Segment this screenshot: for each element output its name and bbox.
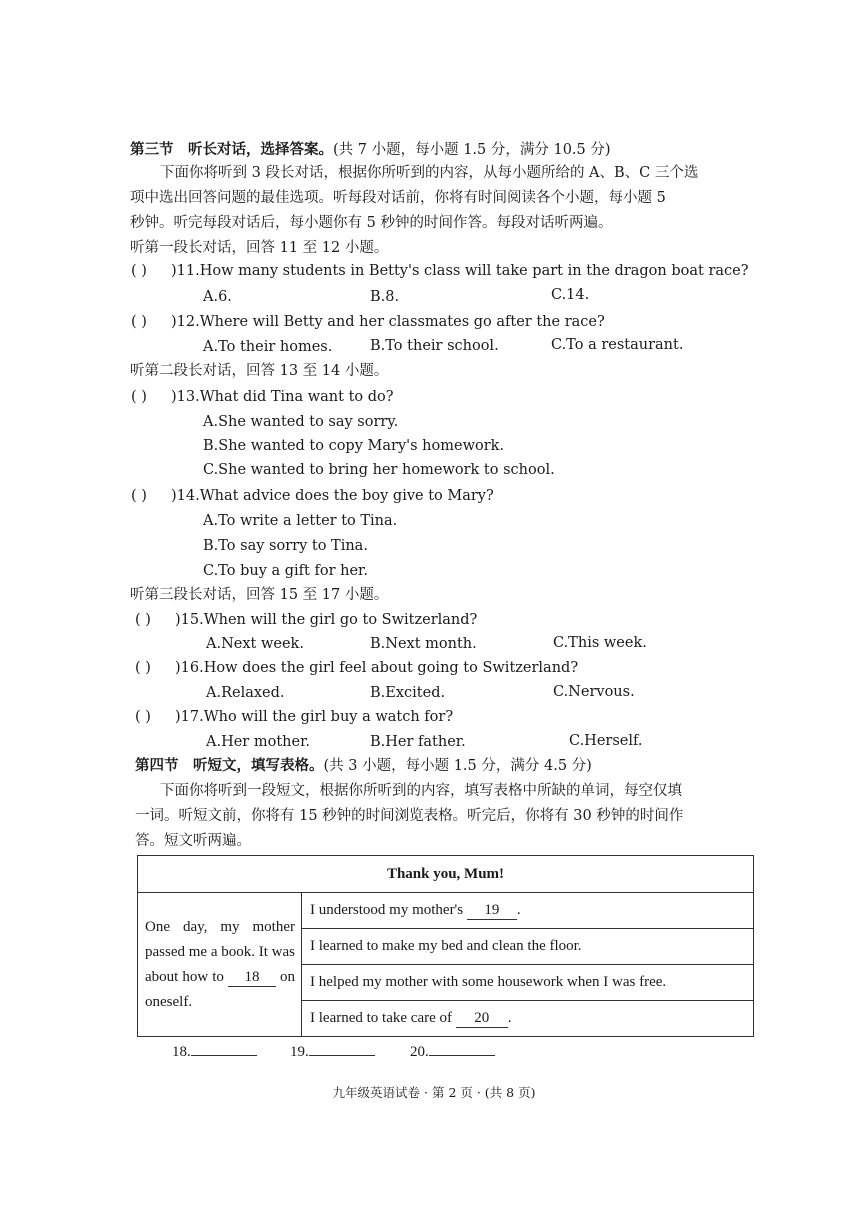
q11-option-c: C.14. xyxy=(551,287,590,303)
section4-instruction-line2: 一词。听短文前，你将有 15 秒钟的时间浏览表格。听完后，你将有 30 秒钟的时间作 xyxy=(135,808,684,824)
q16-option-c: C.Nervous. xyxy=(553,684,635,700)
row4-text: I learned to take care of xyxy=(310,1010,452,1026)
q14-option-c: C.To buy a gift for her. xyxy=(203,563,368,579)
question-13: )13.What did Tina want to do? xyxy=(171,389,394,405)
q17-option-c: C.Herself. xyxy=(569,733,643,749)
q13-option-a: A.She wanted to say sorry. xyxy=(203,414,399,430)
row4-tail: . xyxy=(507,1010,512,1026)
page-footer: 九年级英语试卷 · 第 2 页 · (共 8 页) xyxy=(332,1085,536,1100)
question-16: )16.How does the girl feel about going to Switzerland? xyxy=(175,660,579,676)
section3-title: 第三节 听长对话，选择答案。 xyxy=(130,141,333,158)
dialogue3-header: 听第三段长对话，回答 15 至 17 小题。 xyxy=(130,587,389,603)
table-left-cell xyxy=(138,893,302,1037)
answer-paren-16[interactable]: ( ) xyxy=(135,660,151,676)
q12-option-c: C.To a restaurant. xyxy=(551,337,684,353)
q11-option-b: B.8. xyxy=(370,289,400,305)
answer-19-label: 19. xyxy=(290,1044,309,1060)
answer-line-19[interactable] xyxy=(290,1040,375,1061)
table-row-3: I helped my mother with some housework when I was free. xyxy=(302,965,754,1001)
section4-header xyxy=(135,756,592,776)
blank-20[interactable]: 20 xyxy=(456,1009,508,1028)
fill-in-table xyxy=(137,855,754,1037)
table-row-2: I learned to make my bed and clean the floor. xyxy=(302,929,754,965)
answer-19-blank[interactable] xyxy=(309,1040,375,1056)
q15-option-b: B.Next month. xyxy=(370,636,477,652)
q15-option-c: C.This week. xyxy=(553,635,647,651)
dialogue1-header: 听第一段长对话，回答 11 至 12 小题。 xyxy=(130,240,389,256)
section4-score: (共 3 小题，每小题 1.5 分，满分 4.5 分) xyxy=(323,758,592,774)
answer-paren-13[interactable]: ( ) xyxy=(131,389,147,405)
table-title: Thank you, Mum! xyxy=(138,856,754,893)
answer-18-blank[interactable] xyxy=(191,1040,257,1056)
section3-instruction-line3: 秒钟。听完每段对话后，每小题你有 5 秒钟的时间作答。每段对话听两遍。 xyxy=(130,215,613,231)
answer-line-20[interactable] xyxy=(410,1040,495,1061)
left-cell-text: One day, my mother passed me a book. It was about how to xyxy=(145,918,295,985)
q14-option-a: A.To write a letter to Tina. xyxy=(203,513,398,529)
section3-score: (共 7 小题，每小题 1.5 分，满分 10.5 分) xyxy=(333,142,611,158)
answer-line-18[interactable] xyxy=(172,1040,257,1061)
q12-option-b: B.To their school. xyxy=(370,338,499,354)
answer-20-blank[interactable] xyxy=(429,1040,495,1056)
section3-instruction-line1: 下面你将听到 3 段长对话，根据你所听到的内容，从每小题所给的 A、B、C 三个选 xyxy=(160,165,699,181)
section3-instruction-line2: 项中选出回答问题的最佳选项。听每段对话前，你将有时间阅读各个小题，每小题 5 xyxy=(130,190,666,206)
answer-paren-14[interactable]: ( ) xyxy=(131,488,147,504)
q16-option-a: A.Relaxed. xyxy=(206,685,285,701)
dialogue2-header: 听第二段长对话，回答 13 至 14 小题。 xyxy=(130,363,389,379)
answer-18-label: 18. xyxy=(172,1044,191,1060)
table-row-1 xyxy=(302,893,754,929)
answer-paren-17[interactable]: ( ) xyxy=(135,709,151,725)
section3-header xyxy=(130,140,611,160)
q17-option-b: B.Her father. xyxy=(370,734,466,750)
q15-option-a: A.Next week. xyxy=(206,636,304,652)
answer-paren-15[interactable]: ( ) xyxy=(135,612,151,628)
question-11: )11.How many students in Betty's class will take part in the dragon boat race? xyxy=(171,263,749,279)
q12-option-a: A.To their homes. xyxy=(203,339,333,355)
section4-instruction-line3: 答。短文听两遍。 xyxy=(135,833,251,849)
answer-paren-11[interactable]: ( ) xyxy=(131,263,147,279)
section4-title: 第四节 听短文，填写表格。 xyxy=(135,757,324,774)
section4-instruction-line1: 下面你将听到一段短文，根据你所听到的内容，填写表格中所缺的单词，每空仅填 xyxy=(160,783,682,799)
question-17: )17.Who will the girl buy a watch for? xyxy=(175,709,454,725)
q17-option-a: A.Her mother. xyxy=(206,734,311,750)
blank-19[interactable]: 19 xyxy=(467,901,517,920)
question-14: )14.What advice does the boy give to Mary? xyxy=(171,488,494,504)
row1-text: I understood my mother's xyxy=(310,902,464,918)
q11-option-a: A.6. xyxy=(203,289,232,305)
left-cell-tail: on oneself. xyxy=(145,968,296,1010)
table-row-4 xyxy=(302,1001,754,1037)
question-15: )15.When will the girl go to Switzerland? xyxy=(175,612,478,628)
answer-20-label: 20. xyxy=(410,1044,429,1060)
answer-paren-12[interactable]: ( ) xyxy=(131,314,147,330)
row1-tail: . xyxy=(516,902,521,918)
blank-18[interactable]: 18 xyxy=(228,968,276,987)
q16-option-b: B.Excited. xyxy=(370,685,446,701)
q13-option-b: B.She wanted to copy Mary's homework. xyxy=(203,438,505,454)
question-12: )12.Where will Betty and her classmates go after the race? xyxy=(171,314,605,330)
q14-option-b: B.To say sorry to Tina. xyxy=(203,538,368,554)
q13-option-c: C.She wanted to bring her homework to school. xyxy=(203,462,555,478)
